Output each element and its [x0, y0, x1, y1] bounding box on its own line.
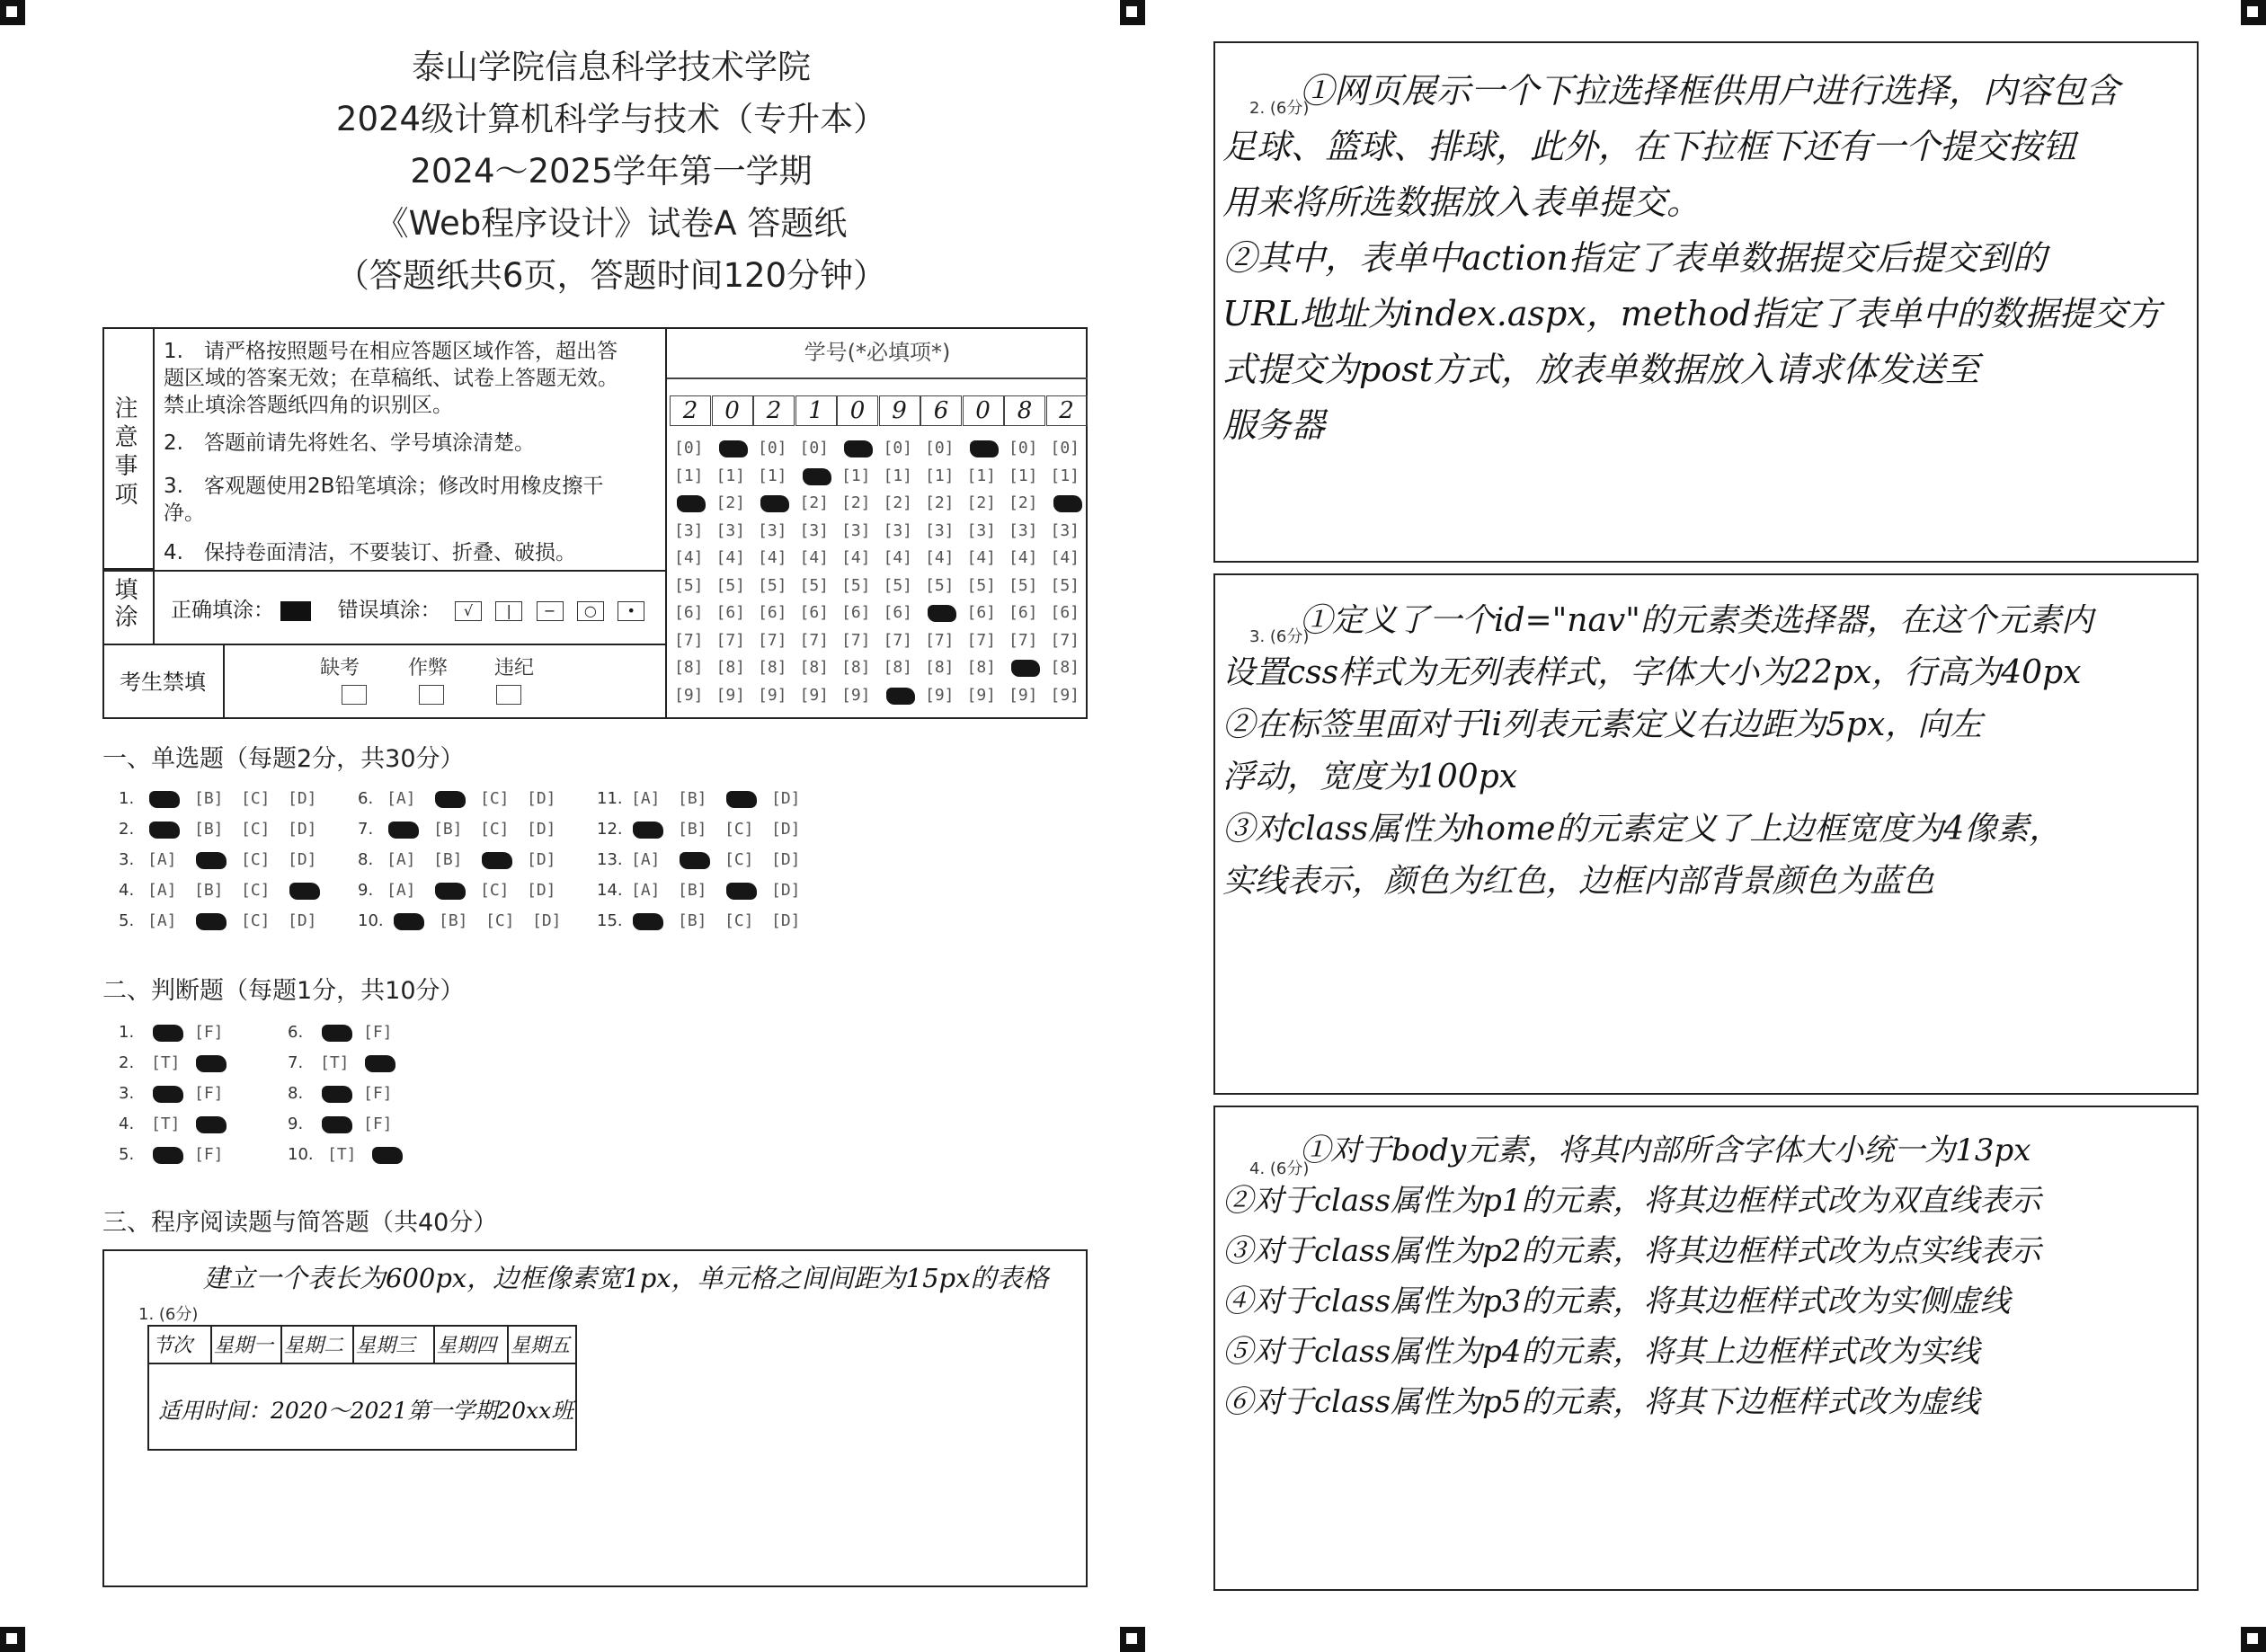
student-id-bubble[interactable]: [4]: [841, 548, 871, 567]
student-id-bubble[interactable]: [8]: [883, 658, 913, 677]
q4-handwriting-line: ⑤对于class属性为p4的元素，将其上边框样式改为实线: [1222, 1334, 1980, 1370]
true-false-bubble-filled[interactable]: [153, 1147, 183, 1164]
student-id-bubble[interactable]: [7]: [925, 630, 955, 650]
true-false-number: 2.: [119, 1053, 135, 1072]
single-choice-option[interactable]: [D]: [288, 820, 317, 839]
true-false-number: 3.: [119, 1084, 135, 1103]
student-id-bubble[interactable]: [5]: [799, 575, 830, 595]
student-id-bubble[interactable]: [0]: [758, 439, 787, 457]
student-id-bubble-filled[interactable]: [803, 468, 831, 485]
q3-number: 3. (6分): [1249, 627, 1310, 646]
student-id-bubble[interactable]: [8]: [758, 658, 787, 677]
single-choice-number: 4.: [119, 881, 135, 900]
q3-handwriting-line: ③对class属性为home的元素定义了上边框宽度为4像素，: [1222, 811, 2062, 848]
single-choice-number: 5.: [119, 911, 135, 930]
wrong-fill-check: √: [455, 601, 482, 621]
q1-table-head-cell: 星期一: [214, 1335, 274, 1357]
student-id-bubble-filled[interactable]: [970, 440, 999, 457]
single-choice-bubble-filled[interactable]: [482, 852, 512, 869]
student-id-bubble[interactable]: [1]: [883, 466, 913, 485]
student-id-bubble[interactable]: [6]: [1009, 603, 1038, 622]
student-id-bubble[interactable]: [9]: [715, 685, 746, 705]
corner-mark-bottom-right: [2241, 1627, 2266, 1652]
single-choice-option[interactable]: [C]: [241, 850, 271, 869]
true-false-option[interactable]: [F]: [194, 1023, 224, 1042]
single-choice-option[interactable]: [C]: [241, 911, 271, 930]
single-choice-bubble-filled[interactable]: [196, 852, 227, 869]
single-choice-option[interactable]: [A]: [147, 881, 177, 900]
student-id-bubble[interactable]: [0]: [799, 439, 830, 457]
student-id-bubble[interactable]: [3]: [674, 520, 704, 540]
correct-fill-sample: [280, 601, 311, 621]
true-false-bubble-filled[interactable]: [153, 1025, 183, 1042]
student-id-bubble[interactable]: [5]: [1009, 575, 1038, 595]
true-false-bubble-filled[interactable]: [153, 1086, 183, 1103]
single-choice-bubble-filled[interactable]: [149, 791, 180, 808]
student-id-bubble-filled[interactable]: [1053, 495, 1082, 512]
forbid-absent-label: 缺考: [320, 657, 360, 679]
q2-handwriting-line: ①网页展示一个下拉选择框供用户进行选择，内容包含: [1300, 71, 2120, 111]
student-id-bubble[interactable]: [6]: [674, 603, 704, 622]
fill-label-cell: [102, 572, 155, 644]
student-id-bubble[interactable]: [1]: [1009, 466, 1038, 485]
single-choice-option[interactable]: [D]: [527, 850, 556, 869]
student-id-bubble[interactable]: [5]: [758, 575, 787, 595]
wrong-fill-bar: |: [495, 601, 522, 621]
q4-handwriting-line: ③对于class属性为p2的元素，将其边框样式改为点实线表示: [1222, 1233, 2041, 1269]
student-id-bubble[interactable]: [2]: [1009, 493, 1038, 512]
student-id-bubble[interactable]: [2]: [925, 493, 955, 512]
student-id-bubble[interactable]: [4]: [1009, 548, 1038, 567]
student-id-bubble[interactable]: [8]: [966, 658, 997, 677]
single-choice-number: 14.: [597, 881, 623, 900]
student-id-bubble-filled[interactable]: [844, 440, 873, 457]
single-choice-bubble-filled[interactable]: [726, 791, 757, 808]
section1-title: 一、单选题（每题2分，共30分）: [102, 745, 465, 773]
student-id-digit-4: 1: [795, 395, 837, 426]
student-id-bubble[interactable]: [7]: [1009, 630, 1038, 650]
student-id-bubble[interactable]: [1]: [925, 466, 955, 485]
q1-number: 1. (6分): [138, 1305, 199, 1324]
student-id-digit-2: 0: [712, 395, 753, 426]
true-false-option[interactable]: [T]: [151, 1115, 181, 1133]
student-id-bubble[interactable]: [0]: [1009, 439, 1038, 457]
single-choice-option[interactable]: [D]: [771, 911, 801, 930]
student-id-bubble[interactable]: [6]: [841, 603, 871, 622]
correct-fill-label: 正确填涂：: [171, 599, 274, 622]
student-id-bubble[interactable]: [0]: [925, 439, 955, 457]
q4-handwriting-line: ④对于class属性为p3的元素，将其边框样式改为实侧虚线: [1222, 1283, 2011, 1319]
student-id-bubble[interactable]: [4]: [1050, 548, 1080, 567]
q1-table-head-cell: 星期三: [356, 1335, 416, 1357]
student-id-bubble[interactable]: [5]: [715, 575, 746, 595]
student-id-digit-5: 0: [837, 395, 878, 426]
single-choice-bubble-filled[interactable]: [633, 913, 663, 930]
student-id-bubble[interactable]: [4]: [966, 548, 997, 567]
student-id-bubble[interactable]: [0]: [883, 439, 913, 457]
single-choice-option[interactable]: [B]: [194, 820, 224, 839]
true-false-bubble-filled[interactable]: [196, 1055, 227, 1072]
true-false-number: 7.: [288, 1053, 304, 1072]
student-id-bubble[interactable]: [3]: [1009, 520, 1038, 540]
true-false-number: 6.: [288, 1023, 304, 1042]
q2-number: 2. (6分): [1249, 99, 1310, 118]
q4-handwriting-line: ①对于body元素，将其内部所含字体大小统一为13px: [1300, 1132, 2031, 1168]
section3-title: 三、程序阅读题与简答题（共40分）: [102, 1209, 498, 1237]
student-id-bubble[interactable]: [2]: [715, 493, 746, 512]
single-choice-option[interactable]: [D]: [527, 820, 556, 839]
wrong-fill-dot: •: [618, 601, 644, 621]
corner-mark-top-right: [2241, 0, 2266, 25]
student-id-bubble-filled[interactable]: [760, 495, 789, 512]
q3-handwriting-line: 实线表示，颜色为红色，边框内部背景颜色为蓝色: [1222, 863, 1935, 900]
single-choice-bubble-filled[interactable]: [394, 913, 424, 930]
true-false-bubble-filled[interactable]: [322, 1025, 352, 1042]
wrong-fill-dash: −: [537, 601, 564, 621]
q4-number: 4. (6分): [1249, 1159, 1310, 1178]
true-false-option[interactable]: [F]: [363, 1115, 393, 1133]
notice-label: 注意事项: [111, 395, 138, 511]
student-id-digit-8: 0: [963, 395, 1004, 426]
exam-info: （答题纸共6页，答题时间120分钟）: [335, 256, 887, 295]
student-id-bubble[interactable]: [2]: [883, 493, 913, 512]
student-id-digit-6: 9: [879, 395, 920, 426]
true-false-bubble-filled[interactable]: [365, 1055, 395, 1072]
section2-title: 二、判断题（每题1分，共10分）: [102, 977, 465, 1005]
student-id-bubble[interactable]: [7]: [883, 630, 913, 650]
q1-table-head-cell: 星期五: [511, 1335, 571, 1357]
single-choice-option[interactable]: [B]: [678, 911, 707, 930]
single-choice-bubble-filled[interactable]: [680, 852, 710, 869]
single-choice-option[interactable]: [A]: [631, 789, 661, 808]
single-choice-number: 9.: [358, 881, 374, 900]
single-choice-option[interactable]: [B]: [678, 881, 707, 900]
q3-handwriting-line: ①定义了一个id="nav"的元素类选择器，在这个元素内: [1300, 602, 2093, 639]
student-id-bubble[interactable]: [5]: [674, 575, 704, 595]
single-choice-option[interactable]: [C]: [480, 789, 510, 808]
term-title: 2024～2025学年第一学期: [410, 152, 813, 191]
single-choice-option[interactable]: [C]: [241, 881, 271, 900]
student-id-bubble[interactable]: [4]: [799, 548, 830, 567]
student-id-bubble[interactable]: [1]: [966, 466, 997, 485]
single-choice-bubble-filled[interactable]: [149, 822, 180, 839]
q1-table-head-cell: 星期四: [437, 1335, 497, 1357]
student-id-bubble[interactable]: [9]: [758, 685, 787, 705]
student-id-bubble[interactable]: [1]: [674, 466, 704, 485]
true-false-bubble-filled[interactable]: [372, 1147, 403, 1164]
fill-instructions: [171, 593, 644, 623]
single-choice-number: 13.: [597, 850, 623, 869]
student-id-bubble[interactable]: [6]: [1050, 603, 1080, 622]
forbid-label: 考生禁填: [102, 645, 225, 719]
single-choice-bubble-filled[interactable]: [388, 822, 419, 839]
student-id-bubble[interactable]: [9]: [966, 685, 997, 705]
student-id-bubble[interactable]: [0]: [674, 439, 704, 457]
student-id-bubble[interactable]: [3]: [715, 520, 746, 540]
single-choice-option[interactable]: [D]: [771, 820, 801, 839]
student-id-bubble[interactable]: [4]: [925, 548, 955, 567]
notice-item-1: 1. 请严格按照题号在相应答题区域作答，超出答题区域的答案无效；在草稿纸、试卷上答题无效。禁止填涂答题纸四角的识别区。: [164, 340, 618, 417]
wrong-fill-label: 错误填涂：: [337, 599, 441, 622]
single-choice-option[interactable]: [A]: [387, 881, 416, 900]
single-choice-option[interactable]: [C]: [241, 789, 271, 808]
student-id-bubble[interactable]: [2]: [841, 493, 871, 512]
student-id-bubble[interactable]: [5]: [1050, 575, 1080, 595]
student-id-digit-10: 2: [1046, 395, 1088, 426]
student-id-bubble[interactable]: [5]: [841, 575, 871, 595]
student-id-bubble[interactable]: [7]: [758, 630, 787, 650]
single-choice-option[interactable]: [B]: [678, 820, 707, 839]
single-choice-number: 12.: [597, 820, 623, 839]
single-choice-option[interactable]: [B]: [194, 789, 224, 808]
student-id-bubble[interactable]: [5]: [966, 575, 997, 595]
student-id-bubble[interactable]: [4]: [674, 548, 704, 567]
student-id-bubble[interactable]: [6]: [966, 603, 997, 622]
student-id-bubble[interactable]: [6]: [715, 603, 746, 622]
single-choice-number: 15.: [597, 911, 623, 930]
student-id-bubble[interactable]: [3]: [966, 520, 997, 540]
single-choice-option[interactable]: [D]: [527, 881, 556, 900]
single-choice-option[interactable]: [D]: [288, 850, 317, 869]
student-id-label: 学号(*必填项*): [804, 340, 951, 365]
student-id-bubble[interactable]: [6]: [799, 603, 830, 622]
single-choice-option[interactable]: [C]: [485, 911, 515, 930]
q2-handwriting-line: 服务器: [1222, 405, 1326, 445]
single-choice-option[interactable]: [B]: [433, 820, 463, 839]
true-false-option[interactable]: [T]: [151, 1053, 181, 1072]
true-false-number: 9.: [288, 1115, 304, 1133]
student-id-bubble[interactable]: [5]: [925, 575, 955, 595]
single-choice-option[interactable]: [A]: [387, 850, 416, 869]
student-id-bubble[interactable]: [3]: [841, 520, 871, 540]
single-choice-number: 6.: [358, 789, 374, 808]
single-choice-option[interactable]: [C]: [724, 820, 754, 839]
student-id-digit-1: 2: [670, 395, 711, 426]
q1-table-row: 适用时间：2020～2021第一学期20xx班: [158, 1398, 574, 1424]
single-choice-bubble-filled[interactable]: [289, 883, 320, 900]
single-choice-option[interactable]: [D]: [532, 911, 562, 930]
forbid-absent-checkbox[interactable]: [342, 685, 367, 705]
student-id-bubble[interactable]: [3]: [925, 520, 955, 540]
student-id-bubble[interactable]: [3]: [799, 520, 830, 540]
q2-handwriting-line: ②其中，表单中action指定了表单数据提交后提交到的: [1222, 238, 2047, 278]
single-choice-bubble-filled[interactable]: [726, 883, 757, 900]
student-id-bubble[interactable]: [6]: [758, 603, 787, 622]
fill-label: 填涂: [111, 577, 138, 631]
student-id-bubble[interactable]: [9]: [674, 685, 704, 705]
student-id-bubble[interactable]: [7]: [674, 630, 704, 650]
student-id-bubble[interactable]: [1]: [841, 466, 871, 485]
single-choice-option[interactable]: [C]: [241, 820, 271, 839]
corner-mark-bottom-center: [1120, 1627, 1145, 1652]
forbid-cheat-label: 作弊: [408, 657, 449, 679]
corner-mark-top-center: [1120, 0, 1145, 25]
single-choice-option[interactable]: [D]: [288, 911, 317, 930]
student-id-bubble[interactable]: [9]: [1050, 685, 1080, 705]
true-false-bubble-filled[interactable]: [196, 1116, 227, 1133]
student-id-bubble[interactable]: [2]: [966, 493, 997, 512]
single-choice-number: 8.: [358, 850, 374, 869]
student-id-bubble[interactable]: [7]: [1050, 630, 1080, 650]
notice-label-cell: [102, 327, 155, 570]
q4-handwriting-line: ⑥对于class属性为p5的元素，将其下边框样式改为虚线: [1222, 1384, 1980, 1420]
student-id-bubble-filled[interactable]: [928, 605, 956, 622]
student-id-bubble[interactable]: [4]: [715, 548, 746, 567]
true-false-option[interactable]: [F]: [194, 1145, 224, 1164]
student-id-bubble[interactable]: [2]: [799, 493, 830, 512]
single-choice-number: 11.: [597, 789, 623, 808]
single-choice-option[interactable]: [D]: [288, 789, 317, 808]
single-choice-option[interactable]: [C]: [480, 820, 510, 839]
student-id-bubble-filled[interactable]: [1011, 660, 1040, 677]
student-id-digit-9: 8: [1004, 395, 1045, 426]
student-id-bubble[interactable]: [8]: [925, 658, 955, 677]
true-false-option[interactable]: [F]: [363, 1023, 393, 1042]
q3-handwriting-line: 浮动，宽度为100px: [1222, 759, 1518, 795]
q2-handwriting-line: URL地址为index.aspx，method指定了表单中的数据提交方: [1222, 294, 2162, 333]
q1-handwriting: 建立一个表长为600px，边框像素宽1px，单元格之间间距为15px的表格: [203, 1263, 1049, 1293]
q4-handwriting-line: ②对于class属性为p1的元素，将其边框样式改为双直线表示: [1222, 1183, 2041, 1219]
single-choice-option[interactable]: [A]: [147, 911, 177, 930]
single-choice-number: 2.: [119, 820, 135, 839]
single-choice-option[interactable]: [B]: [678, 789, 707, 808]
corner-mark-bottom-left: [0, 1627, 25, 1652]
student-id-bubble[interactable]: [1]: [1050, 466, 1080, 485]
q3-handwriting-line: 设置css样式为无列表样式，字体大小为22px，行高为40px: [1222, 654, 2082, 691]
single-choice-option[interactable]: [D]: [771, 850, 801, 869]
wrong-fill-circle: ○: [577, 601, 604, 621]
student-id-bubble[interactable]: [8]: [841, 658, 871, 677]
true-false-bubble-filled[interactable]: [322, 1086, 352, 1103]
true-false-option[interactable]: [F]: [194, 1084, 224, 1103]
exam-title: 《Web程序设计》试卷A 答题纸: [375, 204, 848, 243]
corner-mark-top-left: [0, 0, 25, 25]
student-id-bubble[interactable]: [4]: [758, 548, 787, 567]
single-choice-option[interactable]: [D]: [771, 881, 801, 900]
q1-table-head-cell: 节次: [153, 1335, 193, 1357]
single-choice-option[interactable]: [C]: [724, 850, 754, 869]
true-false-number: 1.: [119, 1023, 135, 1042]
student-id-bubble-filled[interactable]: [677, 495, 706, 512]
single-choice-option[interactable]: [A]: [147, 850, 177, 869]
single-choice-number: 7.: [358, 820, 374, 839]
student-id-bubble[interactable]: [4]: [883, 548, 913, 567]
student-id-bubble[interactable]: [1]: [758, 466, 787, 485]
single-choice-option[interactable]: [C]: [724, 911, 754, 930]
student-id-bubble[interactable]: [7]: [841, 630, 871, 650]
student-id-digit-7: 6: [920, 395, 962, 426]
student-id-bubble[interactable]: [8]: [674, 658, 704, 677]
notice-item-2: 2. 答题前请先将姓名、学号填涂清楚。: [164, 431, 535, 455]
true-false-option[interactable]: [F]: [363, 1084, 393, 1103]
q2-handwriting-line: 用来将所选数据放入表单提交。: [1222, 182, 1702, 222]
single-choice-option[interactable]: [D]: [771, 789, 801, 808]
major-title: 2024级计算机科学与技术（专升本）: [335, 100, 887, 138]
notice-item-4: 4. 保持卷面清洁，不要装订、折叠、破损。: [164, 541, 576, 564]
true-false-number: 5.: [119, 1145, 135, 1164]
single-choice-bubble-filled[interactable]: [435, 791, 466, 808]
student-id-bubble[interactable]: [8]: [799, 658, 830, 677]
single-choice-option[interactable]: [B]: [439, 911, 468, 930]
student-id-bubble[interactable]: [8]: [715, 658, 746, 677]
q3-handwriting-line: ②在标签里面对于li列表元素定义右边距为5px，向左: [1222, 706, 1983, 743]
student-id-bubble[interactable]: [0]: [1050, 439, 1080, 457]
single-choice-option[interactable]: [A]: [631, 881, 661, 900]
forbid-cheat-checkbox[interactable]: [419, 685, 444, 705]
student-id-bubble[interactable]: [8]: [1050, 658, 1080, 677]
student-id-bubble[interactable]: [9]: [925, 685, 955, 705]
student-id-bubble-filled[interactable]: [886, 688, 915, 705]
single-choice-option[interactable]: [B]: [194, 881, 224, 900]
student-id-digit-3: 2: [753, 395, 795, 426]
single-choice-bubble-filled[interactable]: [196, 913, 227, 930]
single-choice-option[interactable]: [B]: [433, 850, 463, 869]
true-false-bubble-filled[interactable]: [322, 1116, 352, 1133]
true-false-option[interactable]: [T]: [327, 1145, 357, 1164]
notice-item-3: 3. 客观题使用2B铅笔填涂；修改时用橡皮擦干净。: [164, 475, 604, 525]
student-id-bubble[interactable]: [7]: [966, 630, 997, 650]
school-title: 泰山学院信息科学技术学院: [412, 48, 811, 86]
student-id-bubble[interactable]: [3]: [1050, 520, 1080, 540]
student-id-bubble[interactable]: [5]: [883, 575, 913, 595]
student-id-bubble[interactable]: [7]: [715, 630, 746, 650]
single-choice-option[interactable]: [C]: [480, 881, 510, 900]
single-choice-bubble-filled[interactable]: [633, 822, 663, 839]
q1-table-head-cell: 星期二: [284, 1335, 344, 1357]
single-choice-option[interactable]: [D]: [527, 789, 556, 808]
student-id-bubble[interactable]: [7]: [799, 630, 830, 650]
q2-handwriting-line: 式提交为post方式，放表单数据放入请求体发送至: [1222, 350, 1979, 389]
true-false-number: 10.: [288, 1145, 314, 1164]
single-choice-number: 3.: [119, 850, 135, 869]
student-id-bubble[interactable]: [1]: [715, 466, 746, 485]
single-choice-option[interactable]: [A]: [387, 789, 416, 808]
true-false-number: 8.: [288, 1084, 304, 1103]
single-choice-option[interactable]: [A]: [631, 850, 661, 869]
student-id-bubble[interactable]: [9]: [841, 685, 871, 705]
q2-handwriting-line: 足球、篮球、排球，此外，在下拉框下还有一个提交按钮: [1222, 127, 2077, 166]
single-choice-bubble-filled[interactable]: [435, 883, 466, 900]
student-id-bubble[interactable]: [6]: [883, 603, 913, 622]
forbid-violation-checkbox[interactable]: [496, 685, 521, 705]
forbid-violation-label: 违纪: [494, 657, 535, 679]
student-id-bubble[interactable]: [3]: [883, 520, 913, 540]
true-false-number: 4.: [119, 1115, 135, 1133]
student-id-bubble[interactable]: [3]: [758, 520, 787, 540]
student-id-bubble[interactable]: [9]: [799, 685, 830, 705]
true-false-option[interactable]: [T]: [320, 1053, 350, 1072]
single-choice-number: 10.: [358, 911, 384, 930]
single-choice-number: 1.: [119, 789, 135, 808]
student-id-bubble[interactable]: [9]: [1009, 685, 1038, 705]
student-id-bubble-filled[interactable]: [719, 440, 748, 457]
